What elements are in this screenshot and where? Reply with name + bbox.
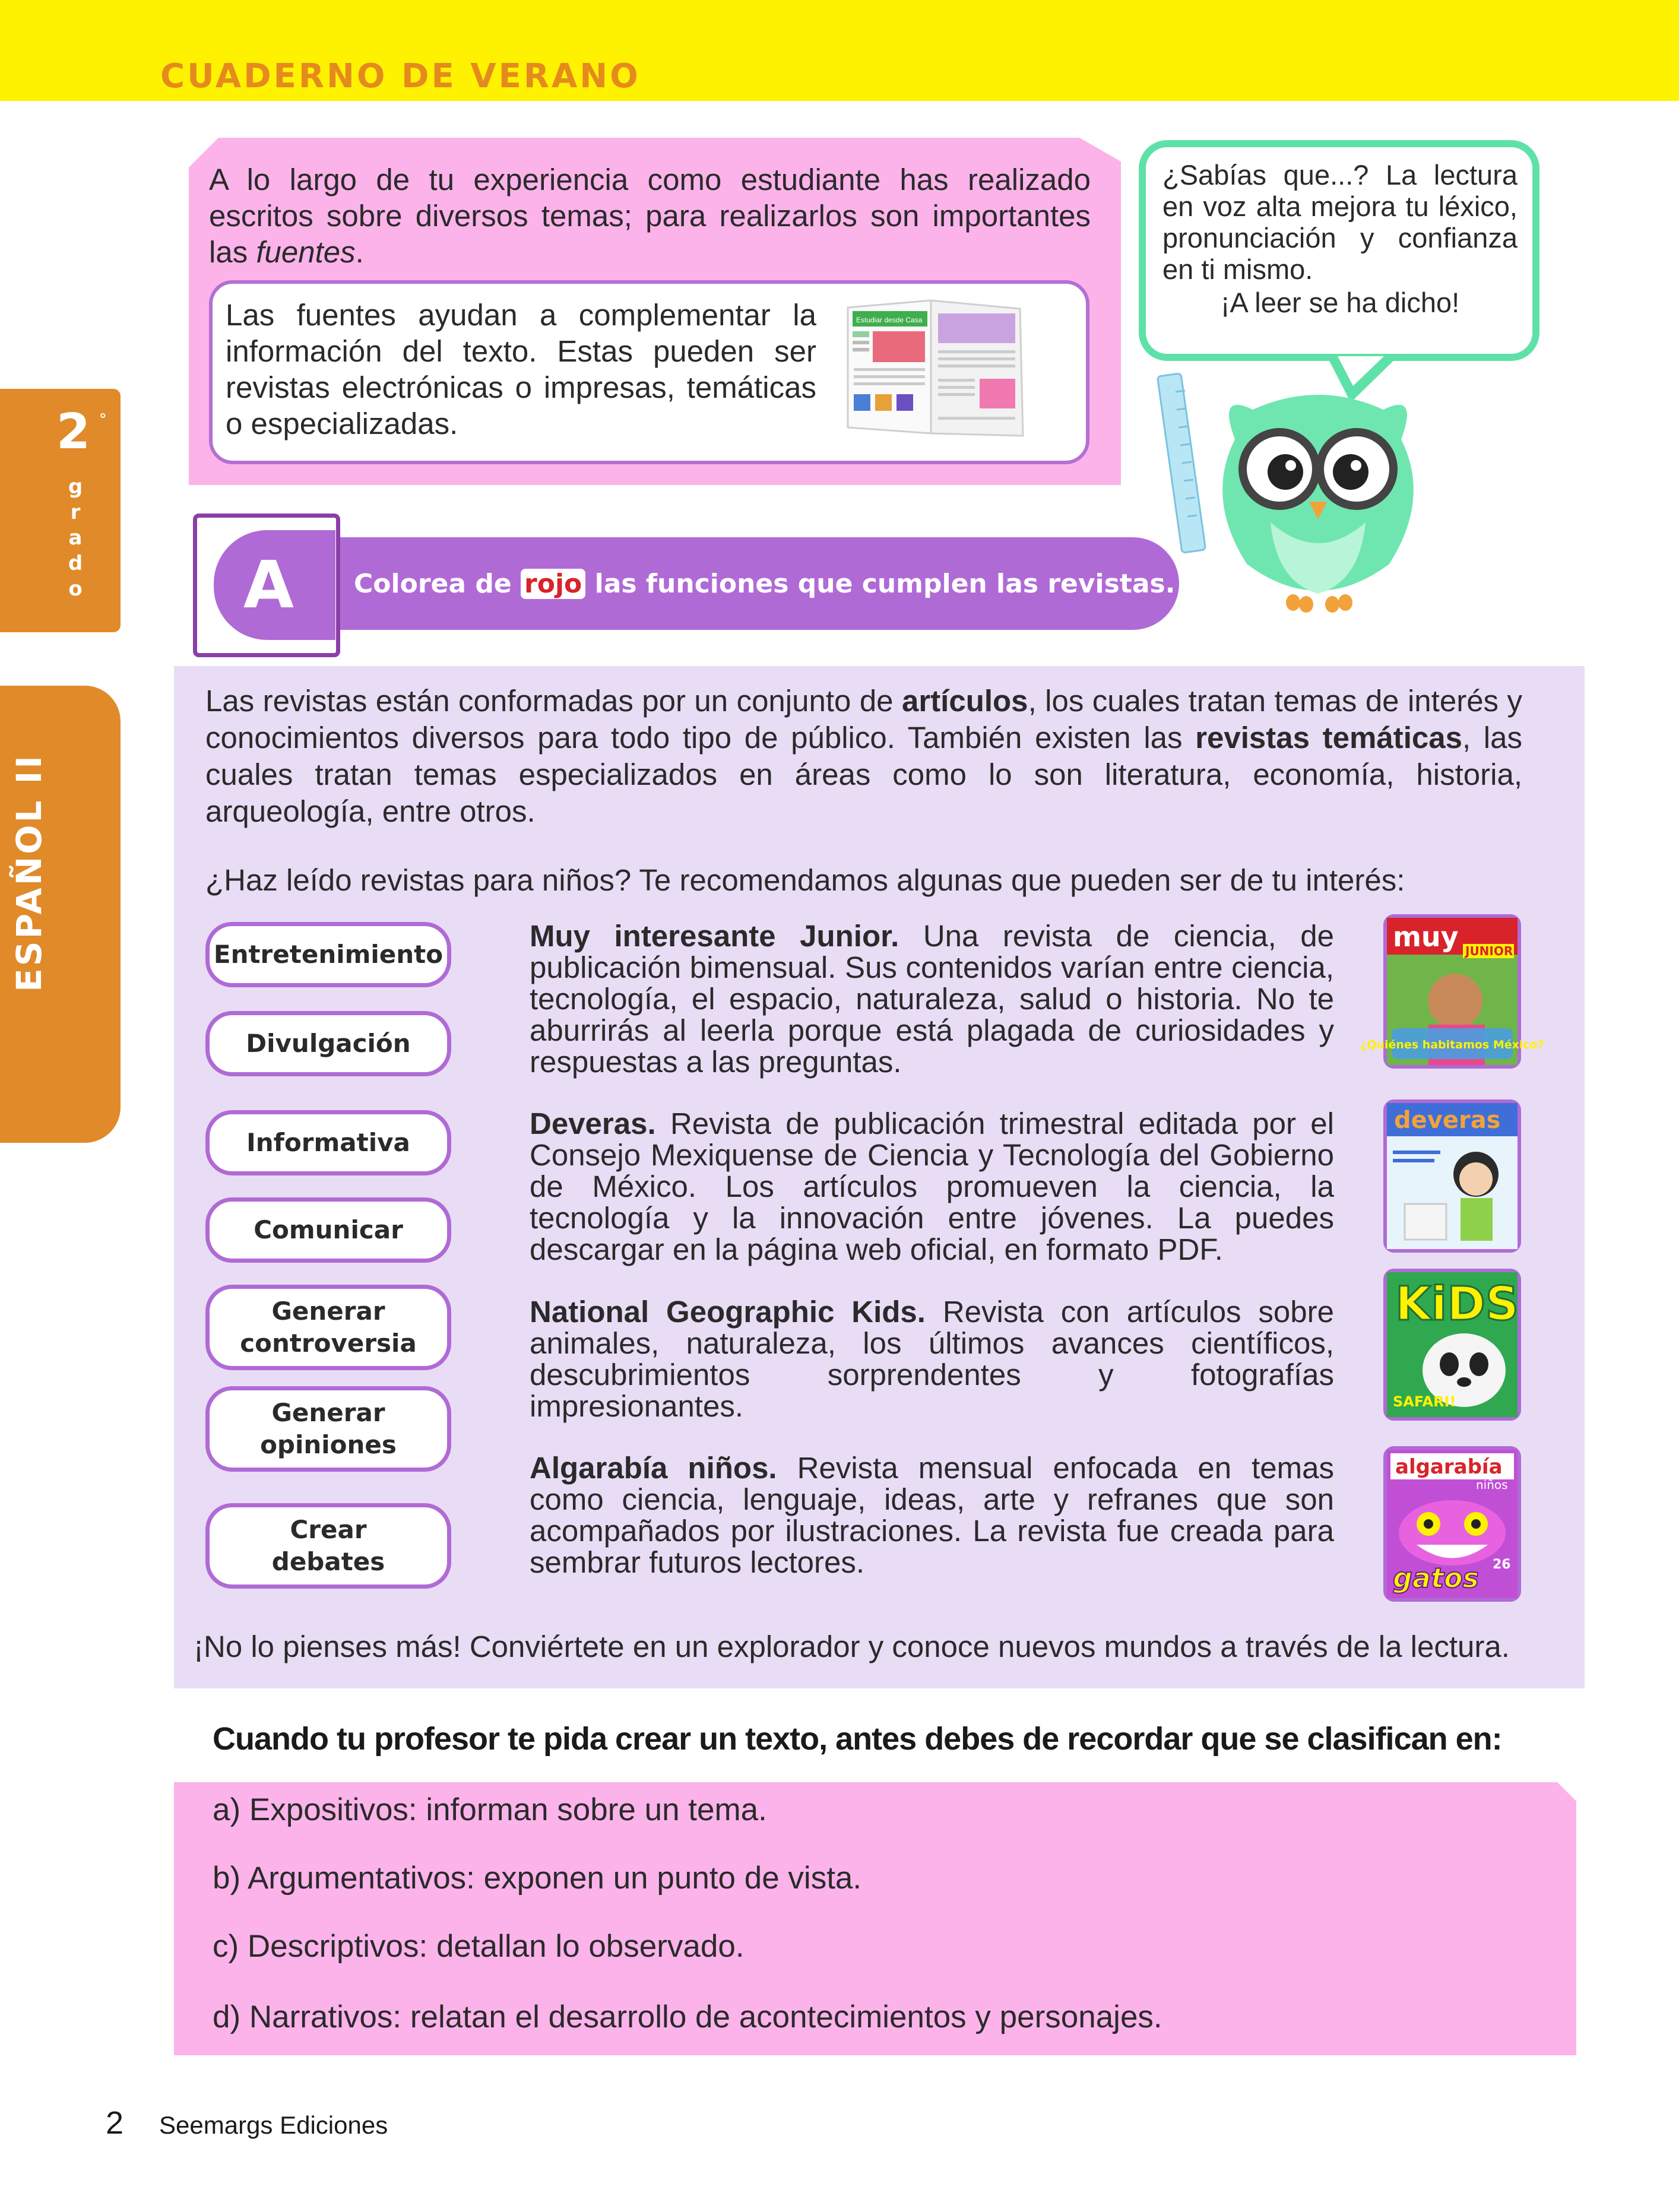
svg-text:¿Quiénes habitamos México?: ¿Quiénes habitamos México? xyxy=(1360,1038,1544,1051)
text-type-item: d) Narrativos: relatan el desarrollo de acontecimientos y personajes. xyxy=(213,1999,1162,2034)
magazine-description: Muy interesante Junior. Una revista de ciencia, de publicación bimensual. Sus contenidos varían entre ciencia, tecnología, el espacio, naturaleza, salud o historia. No te aburrirás al leerla porque está plagada de curiosidades y respuestas a las preguntas. xyxy=(530,919,1334,1079)
read-cta: ¡A leer se ha dicho! xyxy=(1220,287,1460,318)
svg-text:niños: niños xyxy=(1476,1478,1508,1492)
function-option[interactable]: Comunicar xyxy=(205,1197,451,1263)
did-you-know-text: ¿Sabías que...? La lectura en voz alta mejora tu léxico, pronunciación y confianza en ti mismo. xyxy=(1162,159,1518,285)
magazine-description: Deveras. Revista de publicación trimestral editada por el Consejo Mexiquense de Ciencia y Tecnología del Gobierno de México. Los artículos promueven la ciencia, la tecnología y la innovación entre jóvenes. La puedes descargar en la página web oficial, en formato PDF. xyxy=(530,1107,1334,1266)
grade-letter: o xyxy=(68,577,83,601)
grade-degree: ° xyxy=(100,410,106,427)
grade-letter: r xyxy=(70,500,81,524)
function-option[interactable]: Entretenimiento xyxy=(205,922,451,987)
grade-letter: g xyxy=(68,475,83,499)
intro-text: A lo largo de tu experiencia como estudiante has realizado escritos sobre diversos temas; para realizarlos son importantes las fuentes. xyxy=(209,163,1091,269)
emphasis-fuentes: fuentes xyxy=(256,235,356,269)
function-option[interactable]: Divulgación xyxy=(205,1011,451,1076)
function-option[interactable]: Generar controversia xyxy=(205,1285,451,1370)
svg-text:deveras: deveras xyxy=(1394,1107,1501,1134)
notebook-title: CUADERNO DE VERANO xyxy=(160,57,641,96)
activity-instruction: Colorea de rojo las funciones que cumplen las revistas. xyxy=(354,569,1176,599)
svg-text:26: 26 xyxy=(1493,1557,1511,1572)
text-type-item: c) Descriptivos: detallan lo observado. xyxy=(213,1929,745,1964)
function-option[interactable]: Informativa xyxy=(205,1110,451,1175)
magazine-cover xyxy=(1383,1099,1521,1253)
function-option[interactable]: Generar opiniones xyxy=(205,1386,451,1472)
svg-text:JUNIOR: JUNIOR xyxy=(1465,944,1513,958)
recommendation-question: ¿Haz leído revistas para niños? Te recomendamos algunas que pueden ser de tu interés: xyxy=(205,863,1405,897)
svg-text:muy: muy xyxy=(1393,921,1459,953)
text-type-item: b) Argumentativos: exponen un punto de vista. xyxy=(213,1861,862,1896)
svg-text:KiDS: KiDS xyxy=(1395,1278,1519,1331)
grade-letter: a xyxy=(68,526,83,550)
svg-text:gatos: gatos xyxy=(1393,1562,1479,1594)
page-number: 2 xyxy=(106,2105,124,2141)
svg-text:algarabía: algarabía xyxy=(1395,1455,1503,1479)
publisher-name: Seemargs Ediciones xyxy=(159,2111,388,2139)
closing-text: ¡No lo pienses más! Conviértete en un explorador y conoce nuevos mundos a través de la lectura. xyxy=(194,1630,1510,1663)
owl-with-glasses-icon xyxy=(1164,368,1472,623)
red-word: rojo xyxy=(521,569,585,599)
magazine-header-label: Estudiar desde Casa xyxy=(856,316,923,324)
text-type-item: a) Expositivos: informan sobre un tema. xyxy=(213,1792,767,1827)
magazines-intro-paragraph: Las revistas están conformadas por un conjunto de artículos, los cuales tratan temas de interés y conocimientos diversos para todo tipo de público. También existen las revistas temáticas, las cuales tratan temas especializados en áreas como lo son literatura, economía, historia, arqueología, entre otros. xyxy=(205,684,1522,828)
magazine-description: Algarabía niños. Revista mensual enfocada en temas como ciencia, lenguaje, ideas, arte y refranes que son acompañados por ilustraciones. La revista fue creada para sembrar futuros lectores. xyxy=(530,1451,1335,1579)
magazine-description: National Geographic Kids. Revista con artículos sobre animales, naturaleza, los últimos avances científicos, descubrimientos sorprendentes y fotografías impresionantes. xyxy=(530,1295,1334,1423)
magazine-cover xyxy=(1383,1269,1521,1421)
grade-letter: d xyxy=(68,552,83,575)
function-option[interactable]: Crear debates xyxy=(205,1503,451,1589)
subject-label: ESPAÑOL II xyxy=(9,753,49,992)
open-magazine-illustration xyxy=(842,296,1032,438)
magazine-cover xyxy=(1360,914,1544,1069)
activity-letter: A xyxy=(243,547,294,623)
svg-text:SAFARI!: SAFARI! xyxy=(1393,1393,1456,1410)
magazine-cover xyxy=(1383,1446,1521,1602)
grade-number: 2 xyxy=(56,404,91,460)
sources-text: Las fuentes ayudan a complementar la información del texto. Estas pueden ser revistas electrónicas o impresas, temáticas o especializadas. xyxy=(226,298,816,441)
text-types-heading: Cuando tu profesor te pida crear un texto, antes debes de recordar que se clasifican en: xyxy=(213,1721,1502,1757)
